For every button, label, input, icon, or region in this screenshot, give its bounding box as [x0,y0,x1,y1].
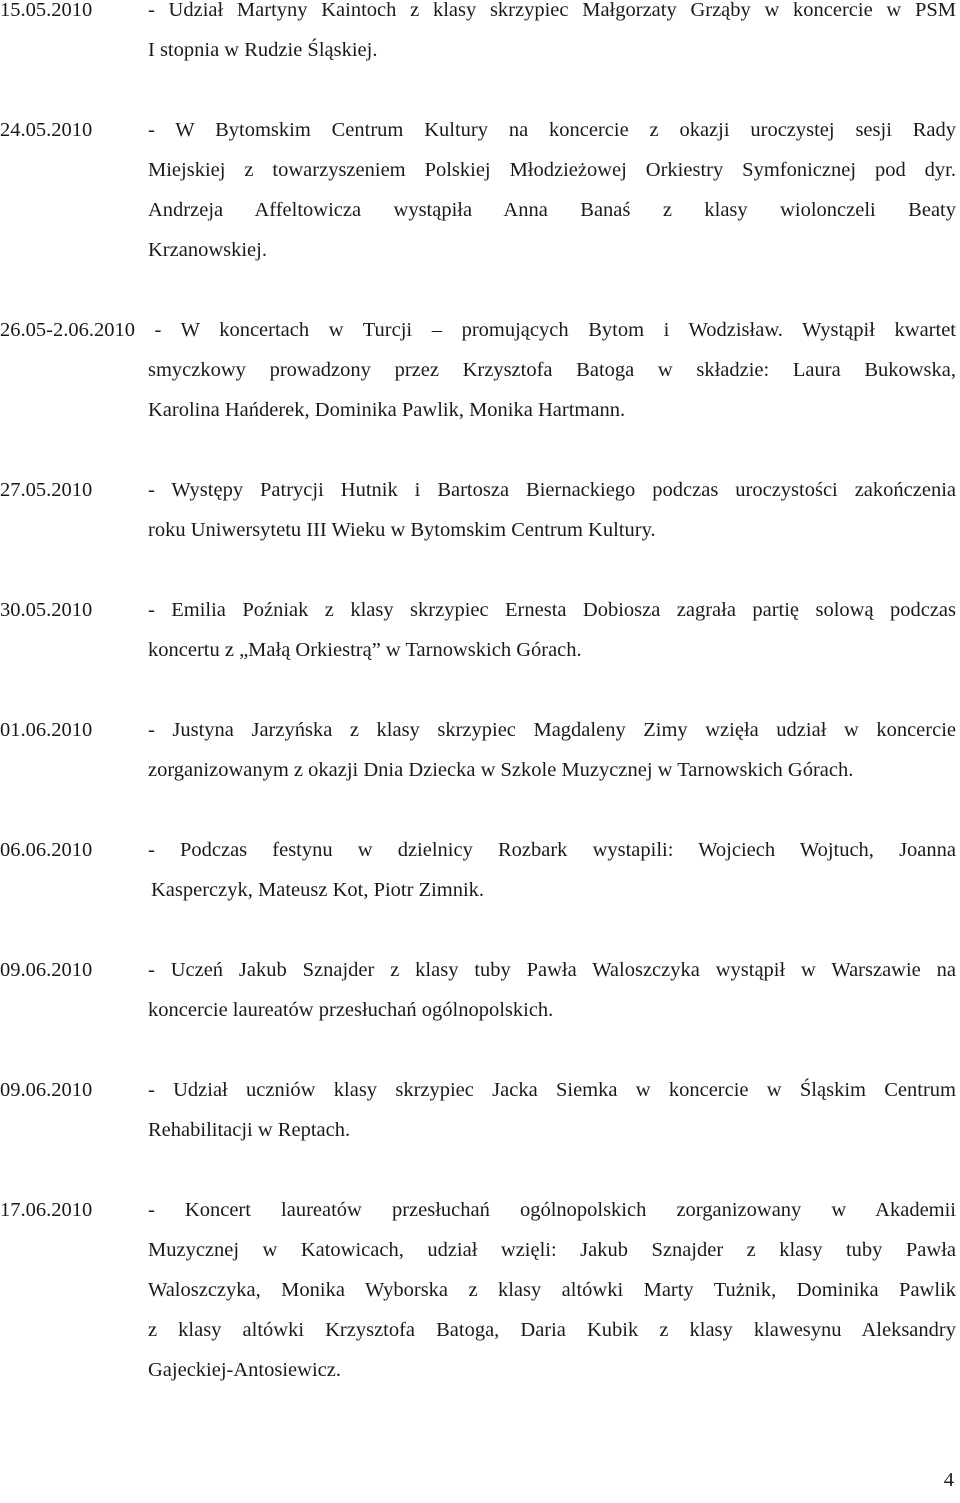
entry-line: Waloszczyka, Monika Wyborska z klasy altówki Marty Tużnik, Dominika Pawlik [148,1279,956,1301]
entry-date: 15.05.2010 [0,0,93,21]
entry-line: roku Uniwersytetu III Wieku w Bytomskim Centrum Kultury. [148,519,656,541]
entry-line: Kasperczyk, Mateusz Kot, Piotr Zimnik. [151,879,485,901]
entry-text [148,110,956,270]
entry-09-06-2010-b [0,1070,956,1150]
entry-09-06-2010-a [0,950,956,1030]
entry-06-06-2010 [0,830,956,910]
entry-date: 27.05.2010 [0,479,93,501]
entry-line: - Koncert laureatów przesłuchań ogólnopolskich zorganizowany w Akademii [148,1199,956,1221]
entry-24-05-2010 [0,110,956,270]
entry-text [148,950,956,1030]
entry-line: Karolina Hańderek, Dominika Pawlik, Monika Hartmann. [148,399,626,421]
entry-15-05-2010 [0,0,956,70]
entry-date: 24.05.2010 [0,119,93,141]
entry-01-06-2010 [0,710,956,790]
entry-line: Krzanowskiej. [148,239,267,261]
entry-line: - W Bytomskim Centrum Kultury na koncercie z okazji uroczystej sesji Rady [148,119,956,141]
entry-line: - Występy Patrycji Hutnik i Bartosza Biernackiego podczas uroczystości zakończenia [148,479,956,501]
entry-line: Gajeckiej-Antosiewicz. [148,1359,341,1381]
entry-line: - Uczeń Jakub Sznajder z klasy tuby Pawła Waloszczyka wystąpił w Warszawie na [148,959,956,981]
entry-text [148,710,956,790]
entry-date: 30.05.2010 [0,599,93,621]
entry-date: 06.06.2010 [0,839,93,861]
entry-line: - Udział uczniów klasy skrzypiec Jacka Siemka w koncercie w Śląskim Centrum [148,1079,956,1101]
entry-text [148,1070,956,1150]
entry-line: - Udział Martyny Kaintoch z klasy skrzypiec Małgorzaty Grząby w koncercie w PSM [148,0,956,21]
entry-date: 09.06.2010 [0,1079,93,1101]
entry-text [148,350,956,430]
entry-date: 09.06.2010 [0,959,93,981]
entry-line: zorganizowanym z okazji Dnia Dziecka w Szkole Muzycznej w Tarnowskich Górach. [148,759,854,781]
entry-text [148,0,956,70]
entry-line: - Justyna Jarzyńska z klasy skrzypiec Magdaleny Zimy wzięła udział w koncercie [148,719,956,741]
entry-line: - Podczas festynu w dzielnicy Rozbark wystapili: Wojciech Wojtuch, Joanna [148,839,956,861]
entry-line: smyczkowy prowadzony przez Krzysztofa Batoga w składzie: Laura Bukowska, [148,359,956,381]
entry-17-06-2010 [0,1190,956,1390]
entry-line: Andrzeja Affeltowicza wystąpiła Anna Banaś z klasy wiolonczeli Beaty [148,199,956,221]
entry-text [148,470,956,550]
entry-26-05-2-06-2010 [0,310,956,430]
entry-line: koncertu z „Małą Orkiestrą” w Tarnowskich Górach. [148,639,582,661]
entry-line: Muzycznej w Katowicach, udział wzięli: Jakub Sznajder z klasy tuby Pawła [148,1239,956,1261]
entry-line: - Emilia Poźniak z klasy skrzypiec Ernesta Dobiosza zagrała partię solową podczas [148,599,956,621]
entry-line: z klasy altówki Krzysztofa Batoga, Daria Kubik z klasy klawesynu Aleksandry [148,1319,956,1341]
entry-line: I stopnia w Rudzie Śląskiej. [148,39,378,61]
entry-text [148,830,956,910]
entry-date: 17.06.2010 [0,1199,93,1221]
entry-text [148,590,956,670]
entry-first-line: 26.05-2.06.2010 - W koncertach w Turcji – promujących Bytom i Wodzisław. Wystąpił kwartet [0,319,956,341]
page-number: 4 [943,1469,954,1491]
entry-line: Miejskiej z towarzyszeniem Polskiej Młodzieżowej Orkiestry Symfonicznej pod dyr. [148,159,956,181]
entry-27-05-2010 [0,470,956,550]
entry-date: 01.06.2010 [0,719,93,741]
entry-text [148,1190,956,1390]
entry-30-05-2010 [0,590,956,670]
entry-line: koncercie laureatów przesłuchań ogólnopolskich. [148,999,554,1021]
entry-line: Rehabilitacji w Reptach. [148,1119,351,1141]
